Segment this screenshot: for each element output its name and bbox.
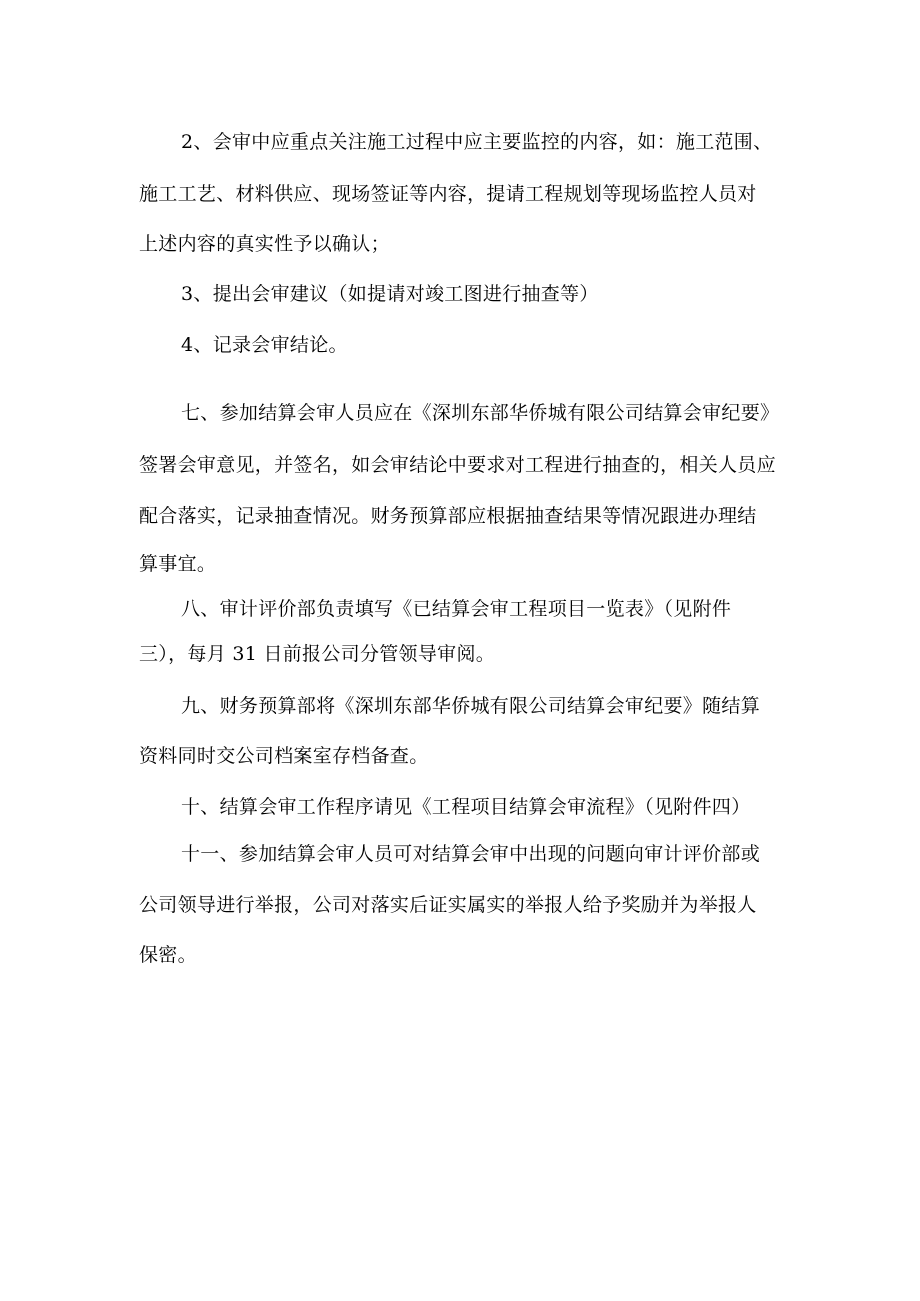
section-11-line-3: 保密。 <box>139 944 197 966</box>
item-2-line-3: 上述内容的真实性予以确认； <box>139 233 390 255</box>
section-7-line-2: 签署会审意见，并签名，如会审结论中要求对工程进行抽查的，相关人员应 <box>139 454 776 476</box>
section-7-line-1: 七、参加结算会审人员应在《深圳东部华侨城有限公司结算会审纪要》 <box>181 402 780 424</box>
section-9-line-1: 九、财务预算部将《深圳东部华侨城有限公司结算会审纪要》随结算 <box>181 695 761 717</box>
item-2-line-2: 施工工艺、材料供应、现场签证等内容，提请工程规划等现场监控人员对 <box>139 183 757 205</box>
section-11-line-1: 十一、参加结算会审人员可对结算会审中出现的问题向审计评价部或 <box>181 843 761 865</box>
section-8-line-1: 八、审计评价部负责填写《已结算会审工程项目一览表》（见附件 <box>181 598 732 620</box>
item-3-line: 3、提出会审建议（如提请对竣工图进行抽查等） <box>181 283 599 305</box>
item-2-line-1: 2、会审中应重点关注施工过程中应主要监控的内容，如：施工范围、 <box>181 131 773 153</box>
section-11-line-2: 公司领导进行举报，公司对落实后证实属实的举报人给予奖励并为举报人 <box>139 894 757 916</box>
section-9-line-2: 资料同时交公司档案室存档备查。 <box>139 745 429 767</box>
section-10-line: 十、结算会审工作程序请见《工程项目结算会审流程》（见附件四） <box>181 796 751 818</box>
section-8-line-2: 三），每月 31 日前报公司分管领导审阅。 <box>139 643 496 665</box>
item-4-line: 4、记录会审结论。 <box>181 334 348 356</box>
section-7-line-3: 配合落实，记录抽查情况。财务预算部应根据抽查结果等情况跟进办理结 <box>139 505 757 527</box>
section-7-line-4: 算事宜。 <box>139 553 217 575</box>
